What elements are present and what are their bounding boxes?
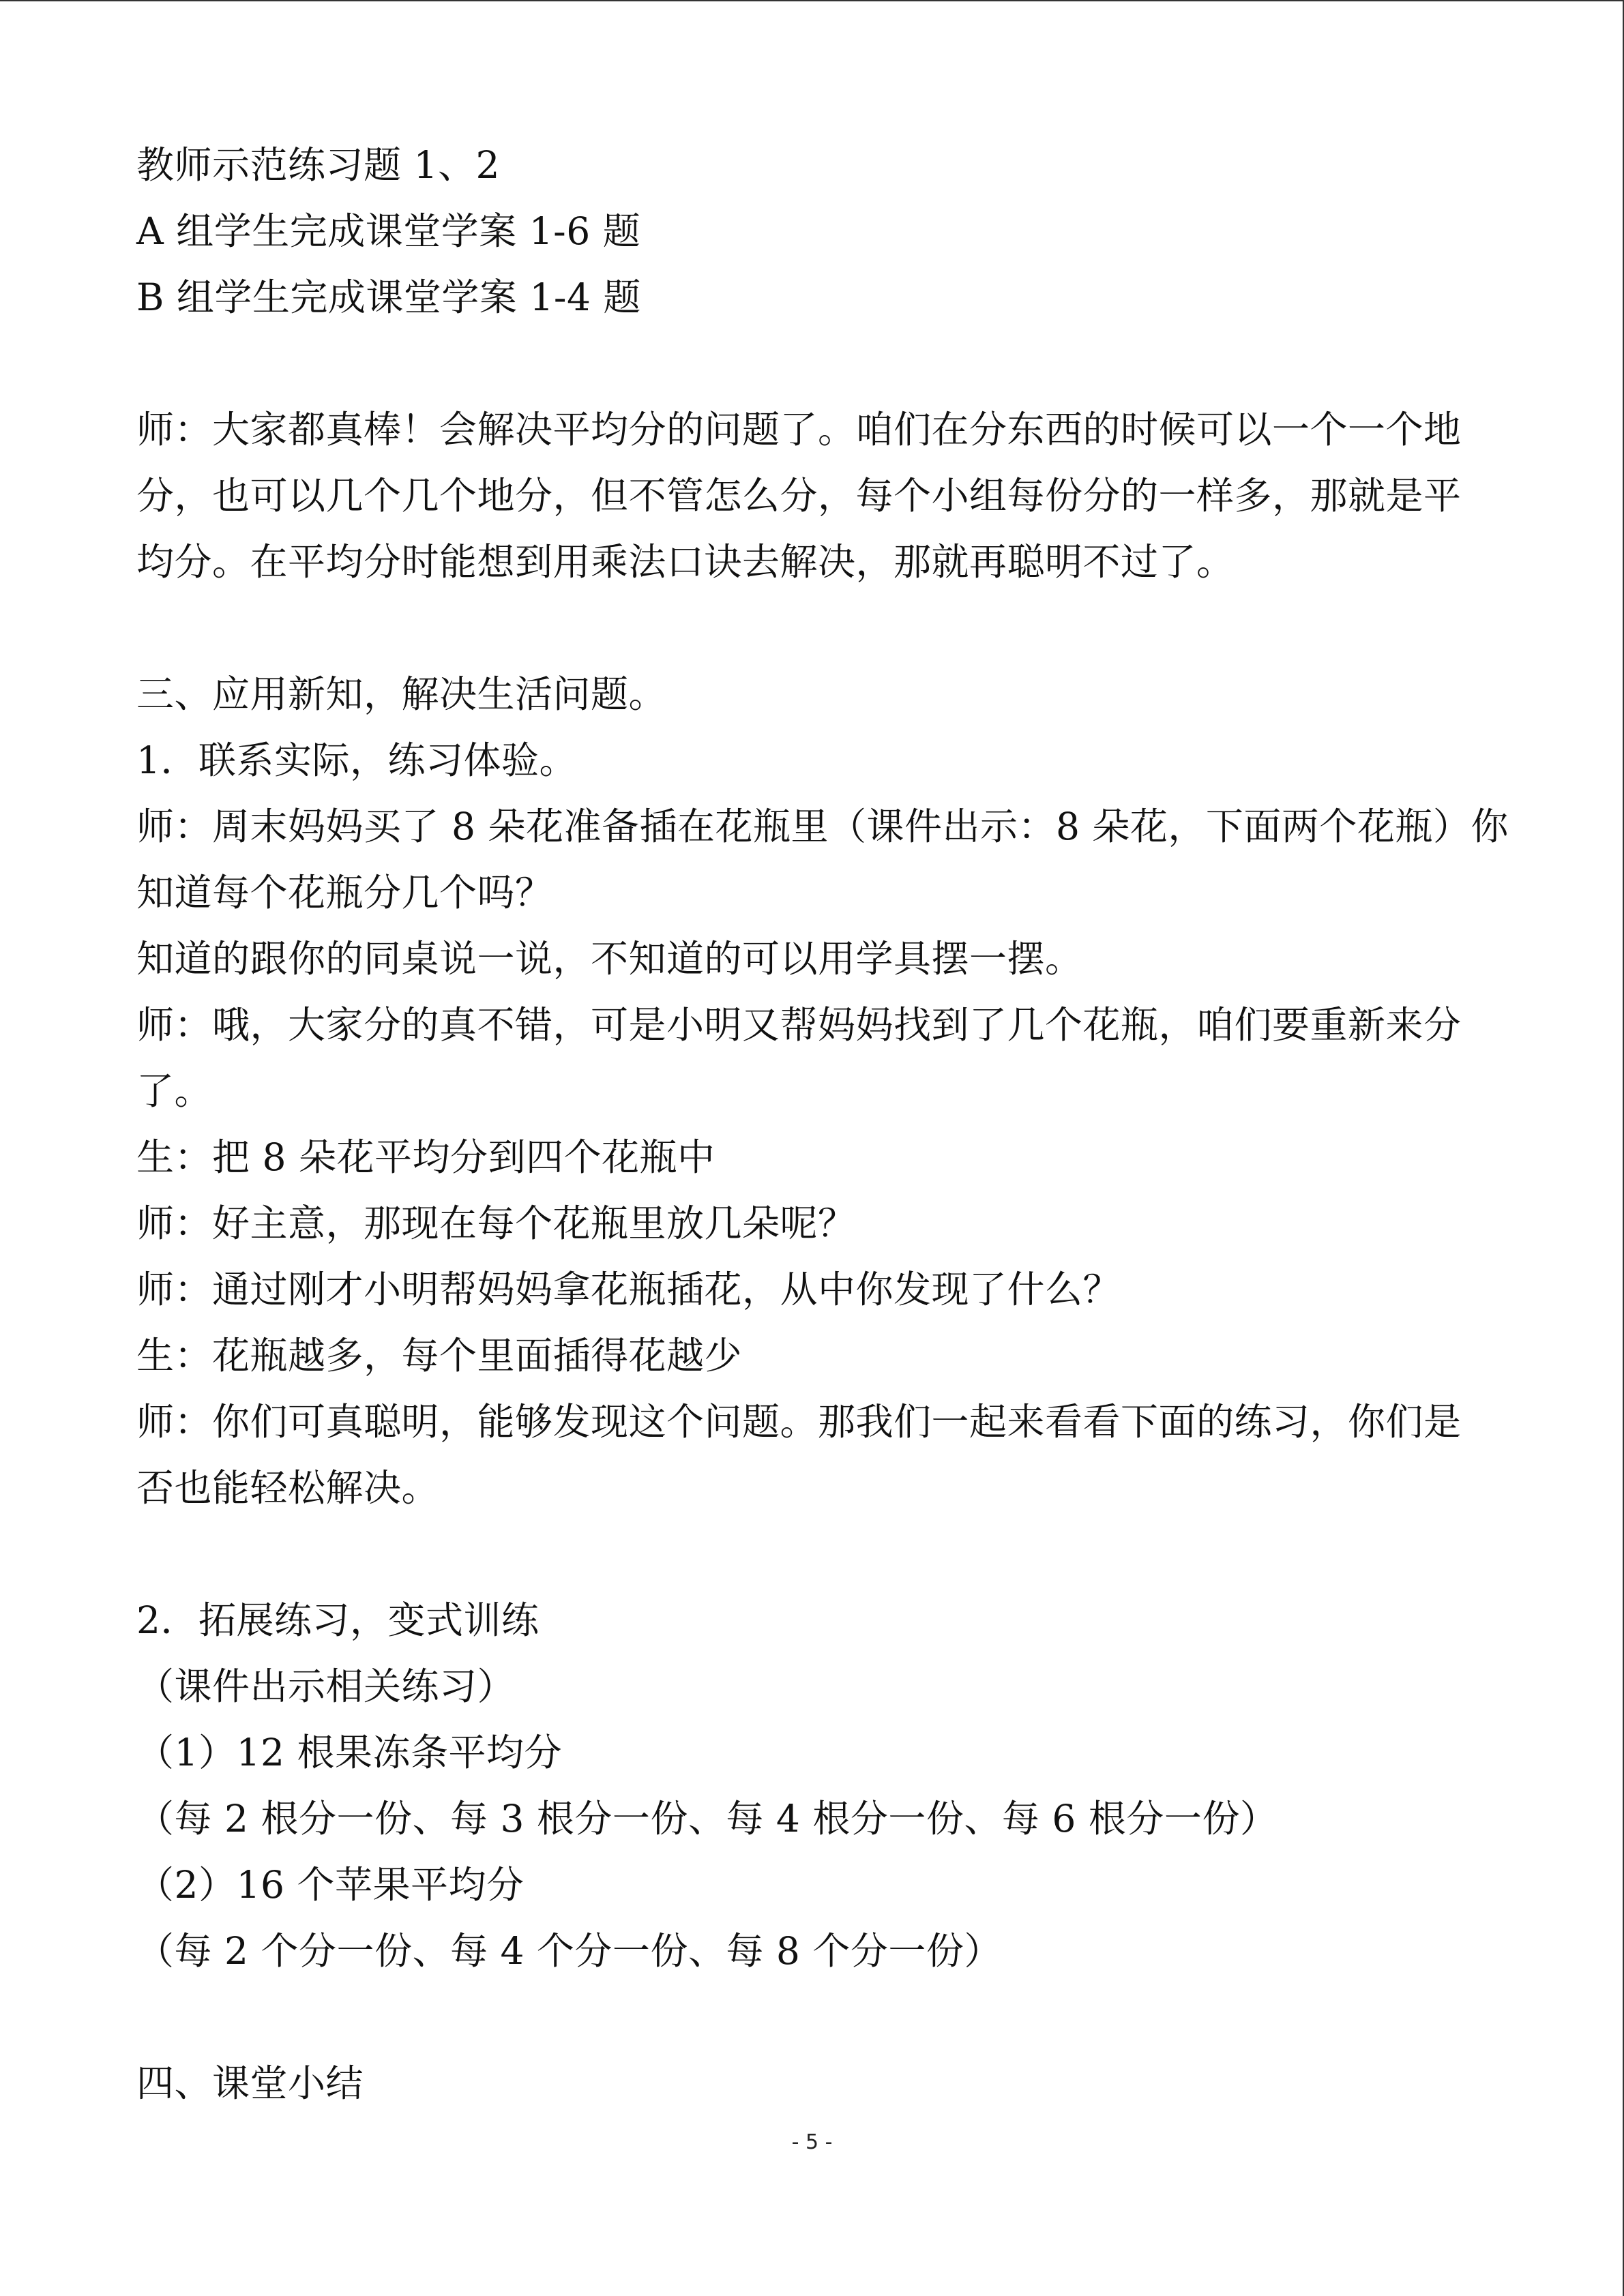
subsection-heading: 2．拓展练习，变式训练 xyxy=(136,1598,540,1642)
paragraph-line: 师：好主意，那现在每个花瓶里放几朵呢？ xyxy=(136,1202,856,1245)
exercise-item: （2）16 个苹果平均分 xyxy=(136,1863,525,1907)
paragraph-line: 均分。在平均分时能想到用乘法口诀去解决，那就再聪明不过了。 xyxy=(136,540,1235,584)
blank-line xyxy=(136,331,1494,397)
paragraph-line: 师：大家都真棒！会解决平均分的问题了。咱们在分东西的时候可以一个一个地 xyxy=(136,408,1462,451)
paragraph-line: 生：把 8 朵花平均分到四个花瓶中 xyxy=(136,1135,715,1179)
paragraph-line: （课件出示相关练习） xyxy=(136,1665,516,1708)
page-number: - 5 - xyxy=(791,2130,833,2154)
paragraph-line: 师：哦，大家分的真不错，可是小明又帮妈妈找到了几个花瓶，咱们要重新来分 xyxy=(136,1003,1462,1047)
text-line: B 组学生完成课堂学案 1-4 题 xyxy=(136,275,641,319)
paragraph-line: 分，也可以几个几个地分，但不管怎么分，每个小组每份分的一样多，那就是平 xyxy=(136,474,1462,518)
paragraph-line: 师：你们可真聪明，能够发现这个问题。那我们一起来看看下面的练习，你们是 xyxy=(136,1400,1462,1444)
paragraph-line: 否也能轻松解决。 xyxy=(136,1466,440,1510)
exercise-item: （1）12 根果冻条平均分 xyxy=(136,1731,562,1774)
section-heading: 四、课堂小结 xyxy=(136,2061,364,2105)
section-heading: 三、应用新知，解决生活问题。 xyxy=(136,672,667,716)
document-body xyxy=(136,132,1509,2117)
paragraph-line: 了。 xyxy=(136,1069,213,1113)
blank-line xyxy=(136,1984,1494,2051)
blank-line xyxy=(136,1521,1494,1587)
text-line: 教师示范练习题 1、2 xyxy=(136,143,500,187)
blank-line xyxy=(136,595,1494,661)
exercise-detail: （每 2 个分一份、每 4 个分一份、每 8 个分一份） xyxy=(136,1929,1002,1973)
exercise-detail: （每 2 根分一份、每 3 根分一份、每 4 根分一份、每 6 根分一份） xyxy=(136,1797,1278,1840)
paragraph-line: 知道每个花瓶分几个吗？ xyxy=(136,871,553,914)
paragraph-line: 知道的跟你的同桌说一说，不知道的可以用学具摆一摆。 xyxy=(136,937,1083,981)
paragraph-line: 生：花瓶越多，每个里面插得花越少 xyxy=(136,1334,743,1377)
paragraph-line: 师：周末妈妈买了 8 朵花准备插在花瓶里（课件出示：8 朵花，下面两个花瓶）你 xyxy=(136,805,1509,848)
paragraph-line: 师：通过刚才小明帮妈妈拿花瓶插花，从中你发现了什么？ xyxy=(136,1268,1121,1311)
text-line: A 组学生完成课堂学案 1-6 题 xyxy=(136,209,641,253)
subsection-heading: 1．联系实际，练习体验。 xyxy=(136,739,577,782)
